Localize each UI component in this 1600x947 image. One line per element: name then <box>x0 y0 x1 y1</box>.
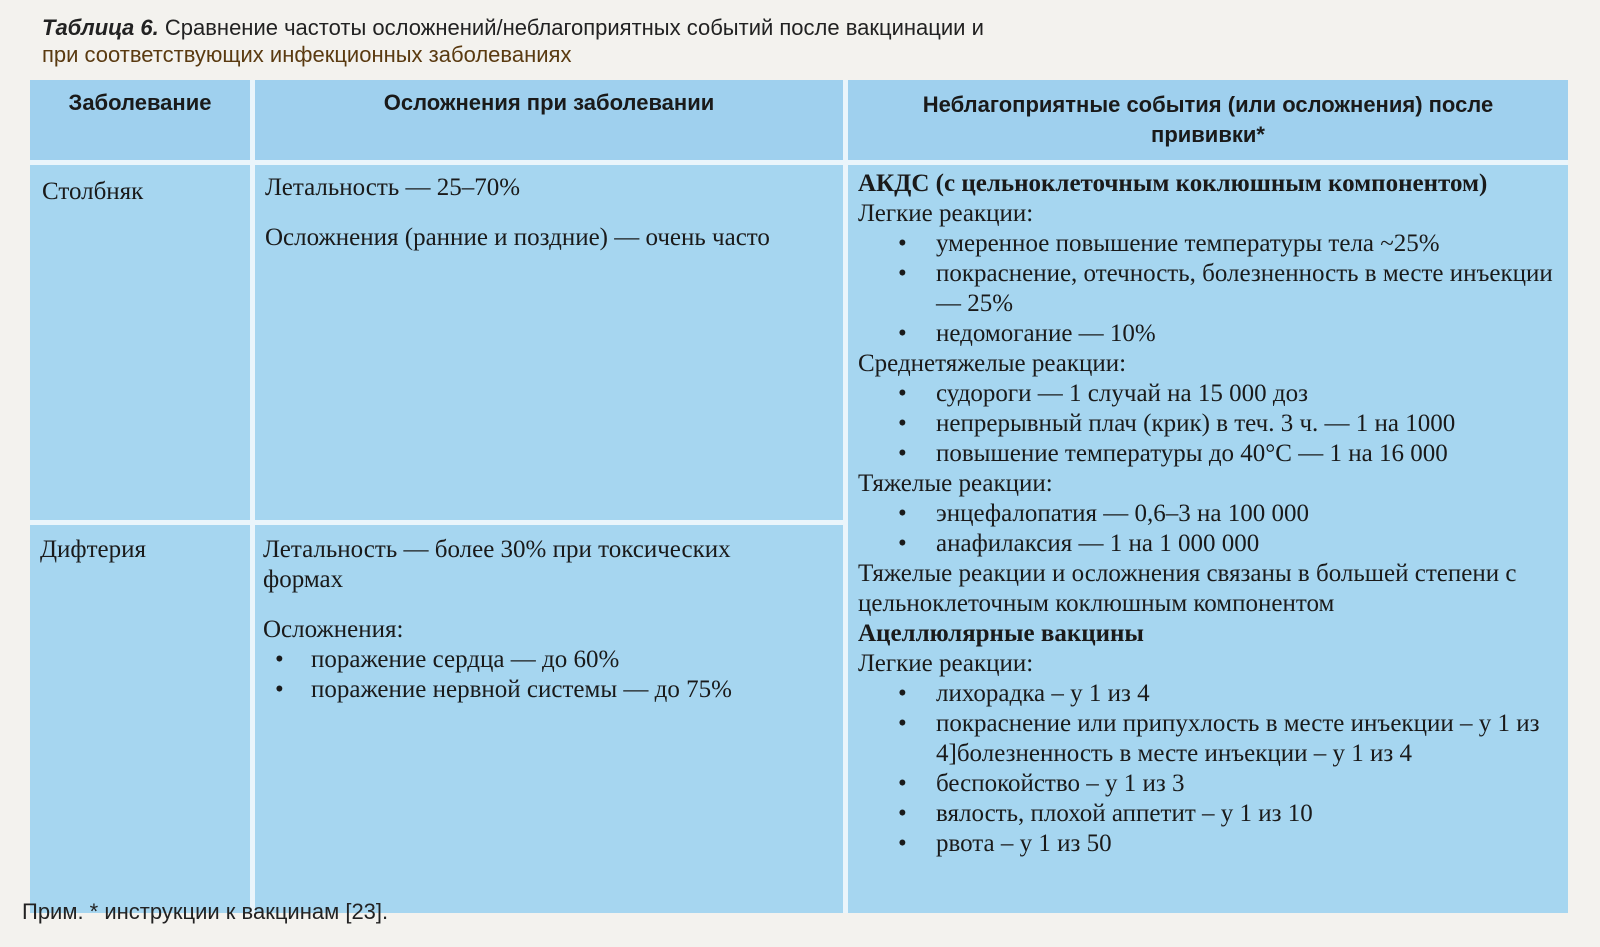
header-complications-label: Осложнения при заболевании <box>383 90 715 115</box>
caption-label: Таблица 6. <box>42 15 159 40</box>
caption-line1: Сравнение частоты осложнений/неблагоприятных событий после вакцинации и <box>164 15 984 40</box>
list-item: • повышение температуры до 40°С — 1 на 16 000 <box>858 439 1562 469</box>
list-item: • недомогание — 10% <box>858 319 1562 349</box>
table-caption <box>42 14 1542 68</box>
list-item: • поражение сердца — до 60% <box>263 645 803 675</box>
severe-reactions-list <box>858 499 1562 559</box>
list-item: • анафилаксия — 1 на 1 000 000 <box>858 529 1562 559</box>
list-item: • покраснение, отечность, болезненность в месте инъекции — 25% <box>858 259 1562 319</box>
list-item: • вялость, плохой аппетит – у 1 из 10 <box>858 799 1562 829</box>
mild-reactions-label: Легкие реакции: <box>858 200 1034 227</box>
list-item: • рвота – у 1 из 50 <box>858 829 1562 859</box>
list-item: • непрерывный плач (крик) в теч. 3 ч. — 1 на 1000 <box>858 409 1562 439</box>
dtp-title: АКДС (с цельноклеточным коклюшным компонентом) <box>858 170 1488 197</box>
mild-reactions-list <box>858 229 1562 349</box>
header-disease <box>30 80 250 160</box>
diphtheria-complications <box>255 525 843 913</box>
diphtheria-complications-list <box>263 645 803 705</box>
header-disease-complications <box>255 80 843 160</box>
severe-reactions-label: Тяжелые реакции: <box>858 470 1053 497</box>
list-item: • умеренное повышение температуры тела ~25% <box>858 229 1562 259</box>
tetanus-complications <box>255 165 843 520</box>
list-item: • энцефалопатия — 0,6–3 на 100 000 <box>858 499 1562 529</box>
list-item: • покраснение или припухлость в месте инъекции – у 1 из 4]болезненность в месте инъекции – у 1 из 4 <box>858 709 1562 769</box>
moderate-reactions-list <box>858 379 1562 469</box>
list-item: • поражение нервной системы — до 75% <box>263 675 803 705</box>
comparison-table <box>30 80 1568 913</box>
vaccine-events <box>848 165 1568 913</box>
list-item: • судороги — 1 случай на 15 000 доз <box>858 379 1562 409</box>
caption-line2: при соответствующих инфекционных заболеваниях <box>42 42 572 67</box>
tetanus-lethality: Летальность — 25–70% <box>265 174 521 201</box>
header-events-line2: прививки* <box>1151 122 1265 147</box>
header-events-line1: Неблагоприятные события (или осложнения) после <box>922 92 1494 117</box>
disease-tetanus-name: Столбняк <box>42 178 144 205</box>
moderate-reactions-label: Среднетяжелые реакции: <box>858 350 1127 377</box>
acellular-title: Ацеллюлярные вакцины <box>858 620 1144 647</box>
table-footnote: Прим. * инструкции к вакцинам [23]. <box>22 899 389 924</box>
list-item: • беспокойство – у 1 из 3 <box>858 769 1562 799</box>
disease-diphtheria-name: Дифтерия <box>40 536 147 563</box>
list-item: • лихорадка – у 1 из 4 <box>858 679 1562 709</box>
disease-diphtheria <box>30 525 250 913</box>
diphtheria-complications-label: Осложнения: <box>263 616 404 643</box>
diphtheria-lethality: Летальность — более 30% при токсических формах <box>263 536 731 593</box>
severe-reactions-note: Тяжелые реакции и осложнения связаны в большей степени с цельноклеточным коклюшным компонентом <box>858 560 1517 617</box>
disease-tetanus <box>30 165 250 520</box>
header-disease-label: Заболевание <box>68 90 212 115</box>
tetanus-complications-text: Осложнения (ранние и поздние) — очень часто <box>265 224 770 251</box>
acellular-mild-list <box>858 679 1562 859</box>
header-vaccine-events <box>848 80 1568 160</box>
acellular-mild-label: Легкие реакции: <box>858 650 1034 677</box>
